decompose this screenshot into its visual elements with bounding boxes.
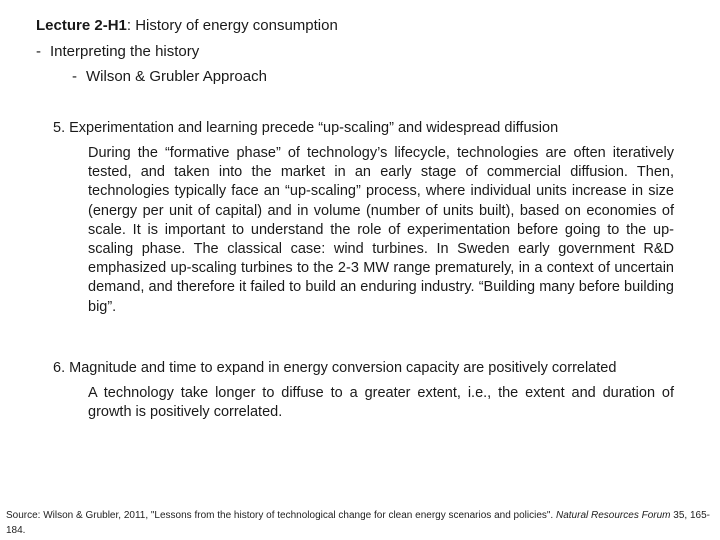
source-details: 35, 165-184. [6, 510, 710, 536]
lecture-label: Lecture 2-H1 [36, 17, 127, 34]
source-citation [6, 508, 712, 538]
point-5-body: During the “formative phase” of technology’s lifecycle, technologies are often iteratively tested, and taken into the market in an early stage of commercial diffusion. Then, technologies typically face an “up-scaling” process, where individual units increase in size (energy per unit of capital) and in volume (number of units built), based on economies of scale. It is important to understand the role of experimentation before going to the up-scaling phase. The classical case: wind turbines. In Sweden early government R&D emphasized up-scaling turbines to the 2-3 MW range prematurely, in a context of uncertain demand, and therefore it failed to build an enduring industry. “Building many before building big”. [88, 145, 674, 315]
dash-bullet: - [72, 68, 77, 85]
dash-bullet: - [36, 43, 41, 60]
outline-item-level1 [36, 43, 199, 60]
point-5-heading: 5. Experimentation and learning precede “up-scaling” and widespread diffusion [53, 120, 559, 136]
source-prefix: Source: Wilson & Grubler, 2011, "Lessons from the history of technological change for clean energy scenarios and policies". [6, 510, 556, 521]
lecture-title [36, 17, 338, 34]
outline-text-level2: Wilson & Grubler Approach [86, 68, 267, 85]
source-journal: Natural Resources Forum [556, 510, 671, 521]
outline-item-level2 [72, 68, 267, 85]
point-6-body: A technology take longer to diffuse to a greater extent, i.e., the extent and duration of growth is positively correlated. [88, 385, 674, 421]
outline-text-level1: Interpreting the history [50, 43, 200, 60]
point-6-heading: 6. Magnitude and time to expand in energy conversion capacity are positively correlated [53, 360, 617, 376]
lecture-topic: : History of energy consumption [126, 17, 338, 34]
